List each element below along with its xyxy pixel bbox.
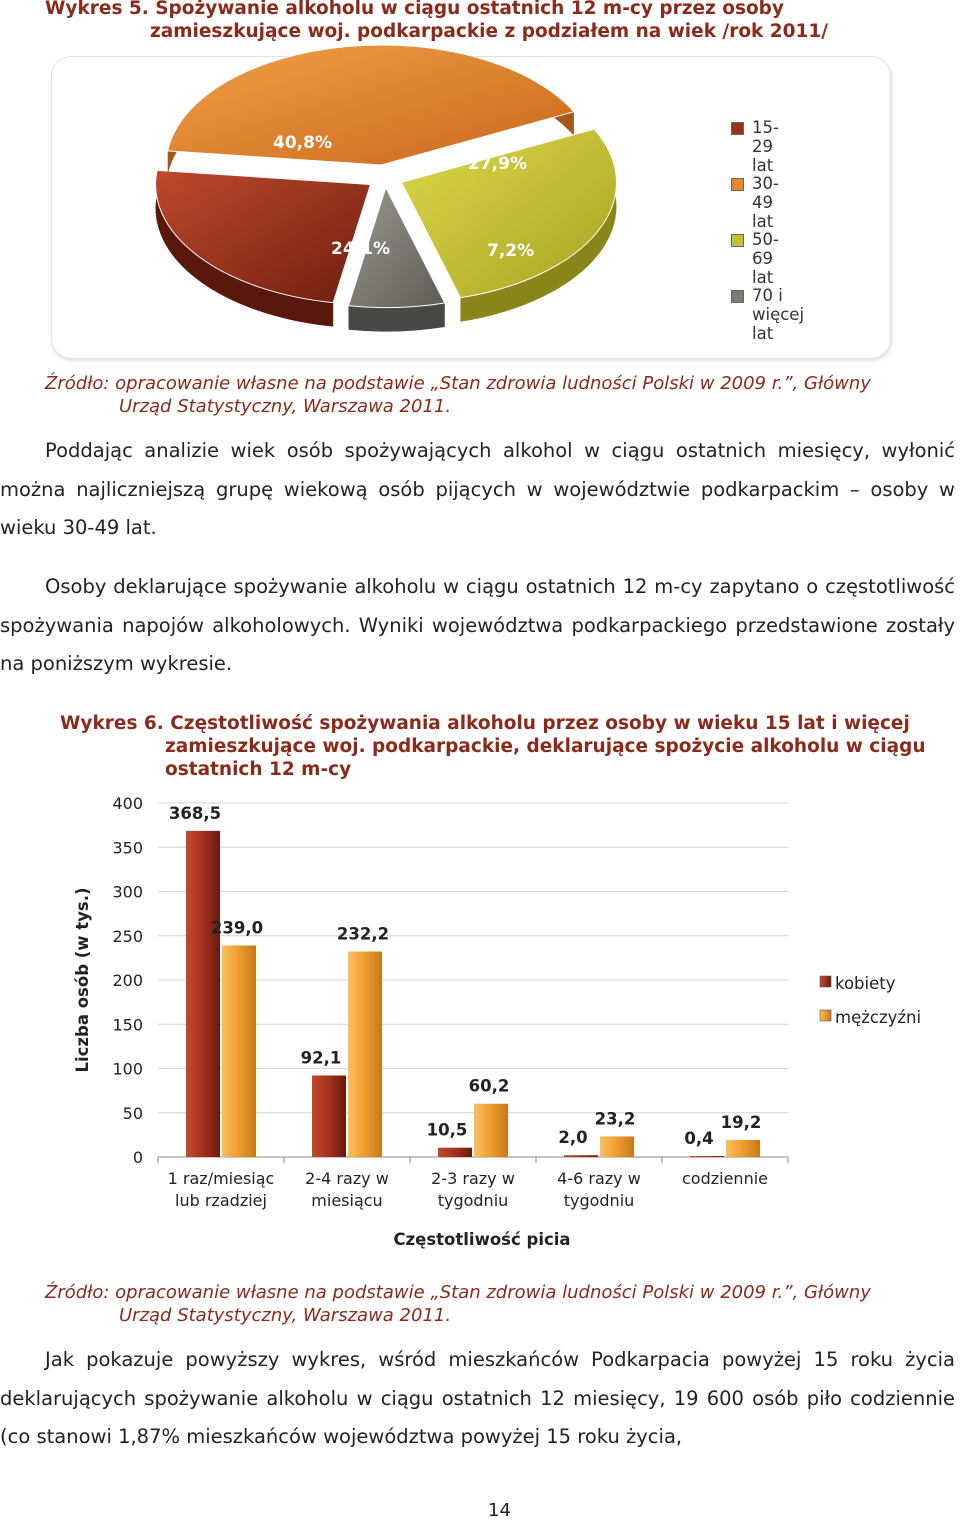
- pie-slice-15-29: [156, 170, 371, 302]
- legend-label-50-69: 50-69 lat: [752, 230, 779, 287]
- chart2-source-line2: Urząd Statystyczny, Warszawa 2011.: [119, 1305, 452, 1326]
- x-category-label: tygodniu: [437, 1191, 509, 1210]
- pie-label-70plus: 7,2%: [487, 241, 535, 261]
- pie-chart: [0, 0, 960, 400]
- bar-chart: [0, 780, 960, 1260]
- x-category-label: 4-6 razy w: [557, 1169, 641, 1188]
- y-tick-label: 100: [112, 1059, 143, 1079]
- chart1-title-line1: Wykres 5. Spożywanie alkoholu w ciągu ostatnich 12 m-cy przez osoby: [45, 0, 784, 19]
- x-category-label: lub rzadziej: [175, 1191, 267, 1210]
- pie-label-30-49: 40,8%: [273, 133, 332, 153]
- paragraph-1: Poddając analizie wiek osób spożywających alkohol w ciągu ostatnich miesięcy, wyłonić można najliczniejszą grupę wiekową osób pijących w województwie podkarpackim – osoby w wieku 30-49 lat.: [0, 439, 955, 539]
- y-tick-label: 0: [132, 1148, 143, 1167]
- y-tick-label: 150: [112, 1015, 143, 1035]
- bar-mezczyzni-1: [348, 952, 382, 1157]
- y-tick-label: 400: [112, 794, 143, 813]
- x-category-label: tygodniu: [563, 1191, 635, 1210]
- bar-kobiety-2: [438, 1148, 472, 1157]
- pie-label-15-29: 24,1%: [331, 239, 390, 259]
- legend-swatch-15-29: [731, 122, 744, 135]
- legend-swatch-30-49: [731, 178, 744, 191]
- bar-value-label: 19,2: [720, 1113, 762, 1133]
- bar-xlabel: Częstotliwość picia: [393, 1230, 571, 1249]
- legend-label-mezczyzni: mężczyźni: [835, 1008, 922, 1027]
- bar-value-label: 239,0: [210, 918, 264, 938]
- bar-value-label: 92,1: [300, 1048, 342, 1068]
- legend-label-kobiety: kobiety: [835, 974, 896, 993]
- bar-value-label: 23,2: [594, 1109, 636, 1129]
- legend-swatch-50-69: [731, 234, 744, 247]
- x-category-label: miesiącu: [311, 1191, 383, 1210]
- x-category-label: 1 raz/miesiąc: [167, 1169, 275, 1188]
- chart1-source-line2: Urząd Statystyczny, Warszawa 2011.: [119, 396, 452, 417]
- x-category-label: 2-3 razy w: [431, 1169, 515, 1188]
- bar-kobiety-4: [690, 1156, 724, 1157]
- bar-mezczyzni-0: [222, 945, 256, 1157]
- y-tick-label: 200: [112, 971, 143, 990]
- chart1-title-line2: zamieszkujące woj. podkarpackie z podziałem na wiek /rok 2011/: [150, 21, 829, 42]
- legend-swatch-70plus: [731, 290, 744, 303]
- bar-mezczyzni-3: [600, 1136, 634, 1157]
- chart2-title-line2: zamieszkujące woj. podkarpackie, deklarujące spożycie alkoholu w ciągu: [165, 736, 926, 757]
- bar-mezczyzni-4: [726, 1140, 760, 1157]
- legend-label-30-49: 30-49 lat: [752, 174, 779, 231]
- bar-value-label: 10,5: [426, 1120, 468, 1140]
- y-tick-label: 50: [122, 1103, 143, 1123]
- y-tick-label: 300: [112, 882, 143, 902]
- y-tick-label: 350: [112, 838, 143, 858]
- bar-kobiety-1: [312, 1075, 346, 1157]
- x-category-label: codziennie: [682, 1169, 768, 1188]
- paragraph-3: Jak pokazuje powyższy wykres, wśród mieszkańców Podkarpacia powyżej 15 roku życia deklarujących spożywanie alkoholu w ciągu ostatnich 12 miesięcy, 19 600 osób piło codziennie (co stanowi 1,87% mieszkańców województwa powyżej 15 roku życia,: [0, 1348, 955, 1448]
- chart2-title-line3: ostatnich 12 m-cy: [165, 759, 352, 780]
- legend-label-70plus: 70 i więcej lat: [752, 286, 805, 343]
- chart1-source-line1: Źródło: opracowanie własne na podstawie „Stan zdrowia ludności Polski w 2009 r.”, Główny: [45, 373, 871, 394]
- bar-ylabel: Liczba osób (w tys.): [73, 887, 92, 1073]
- bar-value-label: 368,5: [168, 803, 222, 823]
- chart2-title-line1: Wykres 6. Częstotliwość spożywania alkoholu przez osoby w wieku 15 lat i więcej: [60, 713, 910, 734]
- bar-kobiety-3: [564, 1155, 598, 1157]
- bar-value-label: 60,2: [468, 1076, 510, 1096]
- y-tick-label: 250: [112, 926, 143, 946]
- bar-value-label: 232,2: [336, 924, 390, 944]
- page-number: 14: [488, 1500, 511, 1521]
- x-category-label: 2-4 razy w: [305, 1169, 389, 1188]
- pie-label-50-69: 27,9%: [468, 154, 527, 174]
- bar-kobiety-0: [186, 831, 220, 1157]
- legend-swatch-kobiety: [820, 976, 831, 987]
- paragraph-2: Osoby deklarujące spożywanie alkoholu w ciągu ostatnich 12 m-cy zapytano o częstotliwość spożywania napojów alkoholowych. Wyniki województwa podkarpackiego przedstawione zostały na poniższym wykresie.: [0, 575, 955, 675]
- chart2-source-line1: Źródło: opracowanie własne na podstawie „Stan zdrowia ludności Polski w 2009 r.”, Główny: [45, 1282, 871, 1303]
- bar-value-label: 2,0: [558, 1128, 588, 1148]
- pie-slice-30-49: [168, 45, 574, 165]
- bar-mezczyzni-2: [474, 1104, 508, 1157]
- bar-value-label: 0,4: [684, 1129, 714, 1148]
- legend-label-15-29: 15-29 lat: [752, 118, 779, 175]
- legend-swatch-mezczyzni: [820, 1010, 831, 1021]
